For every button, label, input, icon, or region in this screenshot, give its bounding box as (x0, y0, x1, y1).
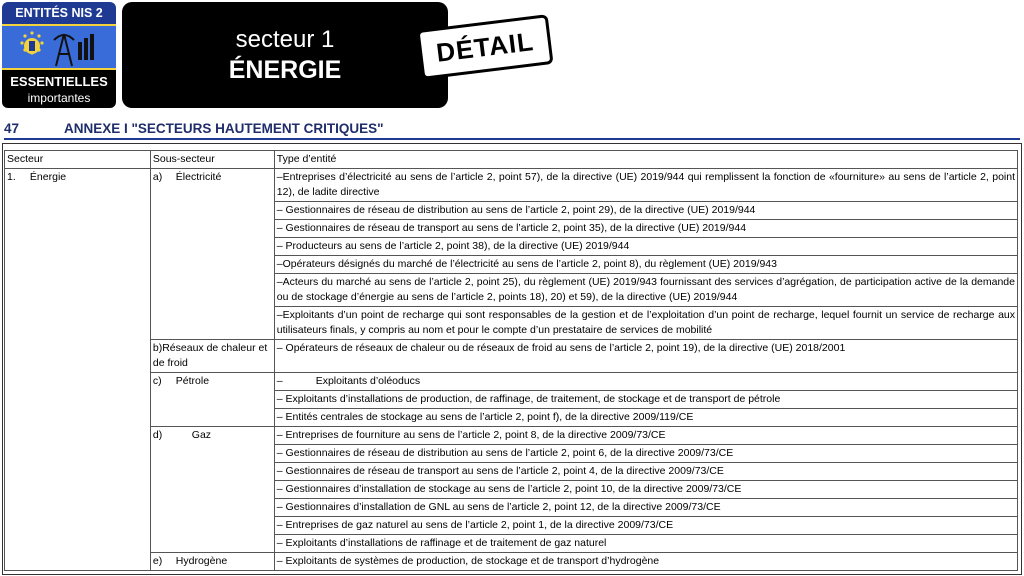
subsector-letter: c) (152, 375, 162, 387)
badge-top-label: ENTITÉS NIS 2 (2, 2, 116, 24)
subsector-chaleur: b)Réseaux de chaleur et de froid (150, 340, 274, 373)
entity-cell: –Entreprises d’électricité au sens de l’article 2, point 57), de la directive (UE) 2019/944 qui remplissent la fonction de «fourniture» au sens de l’article 2, point 12), de ladite directive (274, 169, 1017, 202)
entity-cell: – Opérateurs de réseaux de chaleur ou de réseaux de froid au sens de l’article 2, point 19), de la directive (UE) 2018/2001 (274, 340, 1017, 373)
entity-cell: – Gestionnaires d’installation de GNL au sens de l’article 2, point 12, de la directive 2009/73/CE (274, 499, 1017, 517)
table-row (5, 553, 1018, 571)
header-secteur: Secteur (5, 151, 151, 169)
sectors-table (4, 150, 1018, 571)
sector-name: Énergie (29, 171, 67, 183)
title-line1: secteur 1 (235, 26, 335, 53)
entity-cell: – Gestionnaires de réseau de transport au sens de l’article 2, point 4, de la directive 2009/73/CE (274, 463, 1017, 481)
subsector-petrole (150, 373, 274, 427)
subsector-hydrogene (150, 553, 274, 571)
title-panel (122, 2, 448, 108)
subsector-name: Gaz (191, 429, 212, 441)
table-row (5, 340, 1018, 373)
entity-cell (274, 373, 1017, 391)
entity-cell: –Acteurs du marché au sens de l’article 2, point 25), du règlement (UE) 2019/943 fournissant des services d’agrégation, de participation active de la demande ou de stockage d’énergie au sens de l’article 2, points 18), 20) et 59), de la directive (UE) 2019/944 (274, 274, 1017, 307)
sector-number: 1. (7, 171, 16, 183)
subsector-gaz (150, 427, 274, 553)
entity-cell: – Entités centrales de stockage au sens de l’article 2, point f), de la directive 2009/119/CE (274, 409, 1017, 427)
entity-cell: – Producteurs au sens de l’article 2, point 38), de la directive (UE) 2019/944 (274, 238, 1017, 256)
subsector-electricite (150, 169, 274, 340)
annex-header (4, 118, 1020, 140)
detail-stamp: DÉTAIL (416, 14, 553, 80)
badge-essentielles: ESSENTIELLES (10, 74, 108, 89)
entity-cell: –Exploitants d’un point de recharge qui sont responsables de la gestion et de l’exploitation d’un point de recharge, lequel fournit un service de recharge aux utilisateurs finals, y compris au nom et pour le compte d’un prestataire de services de mobilité (274, 307, 1017, 340)
table-row (5, 373, 1018, 391)
subsector-name: Hydrogène (175, 555, 228, 567)
entity-cell: – Gestionnaires de réseau de distribution au sens de l’article 2, point 29), de la directive (UE) 2019/944 (274, 202, 1017, 220)
subsector-letter: e) (152, 555, 163, 567)
table-row (5, 169, 1018, 202)
badge-importantes: importantes (27, 91, 91, 105)
annex-divider (4, 138, 1020, 140)
header-type-entite: Type d’entité (274, 151, 1017, 169)
entity-cell: – Gestionnaires d’installation de stockage au sens de l’article 2, point 10, de la directive 2009/73/CE (274, 481, 1017, 499)
entity-cell: – Gestionnaires de réseau de transport au sens de l’article 2, point 35), de la directive (UE) 2019/944 (274, 220, 1017, 238)
subsector-letter: a) (152, 171, 163, 183)
entity-dash: – (276, 375, 283, 387)
entity-cell: – Exploitants de systèmes de production, de stockage et de transport d’hydrogène (274, 553, 1017, 571)
annex-number: 47 (4, 121, 20, 136)
badge-bottom (2, 70, 116, 108)
table-row (5, 427, 1018, 445)
subsector-name: Électricité (175, 171, 222, 183)
annex-title: ANNEXE I "SECTEURS HAUTEMENT CRITIQUES" (64, 121, 384, 136)
sector-cell (5, 169, 151, 571)
title-line2: ÉNERGIE (228, 56, 342, 84)
entity-cell: – Exploitants d’installations de production, de raffinage, de traitement, de stockage et de transport de pétrole (274, 391, 1017, 409)
header-sous-secteur: Sous-secteur (150, 151, 274, 169)
entity-cell: – Exploitants d’installations de raffinage et de traitement de gaz naturel (274, 535, 1017, 553)
entity-text: Exploitants d’oléoducs (315, 375, 421, 387)
nis2-badge (2, 2, 116, 108)
table-header-row (5, 151, 1018, 169)
entity-cell: – Entreprises de gaz naturel au sens de l’article 2, point 1, de la directive 2009/73/CE (274, 517, 1017, 535)
subsector-name: Pétrole (175, 375, 210, 387)
entity-cell: – Entreprises de fourniture au sens de l’article 2, point 8, de la directive 2009/73/CE (274, 427, 1017, 445)
subsector-letter: d) (152, 429, 163, 441)
eu-antenna-icon (2, 24, 116, 70)
entity-cell: –Opérateurs désignés du marché de l’électricité au sens de l’article 2, point 8), du règlement (UE) 2019/943 (274, 256, 1017, 274)
entity-cell: – Gestionnaires de réseau de distribution au sens de l’article 2, point 6, de la directive 2009/73/CE (274, 445, 1017, 463)
